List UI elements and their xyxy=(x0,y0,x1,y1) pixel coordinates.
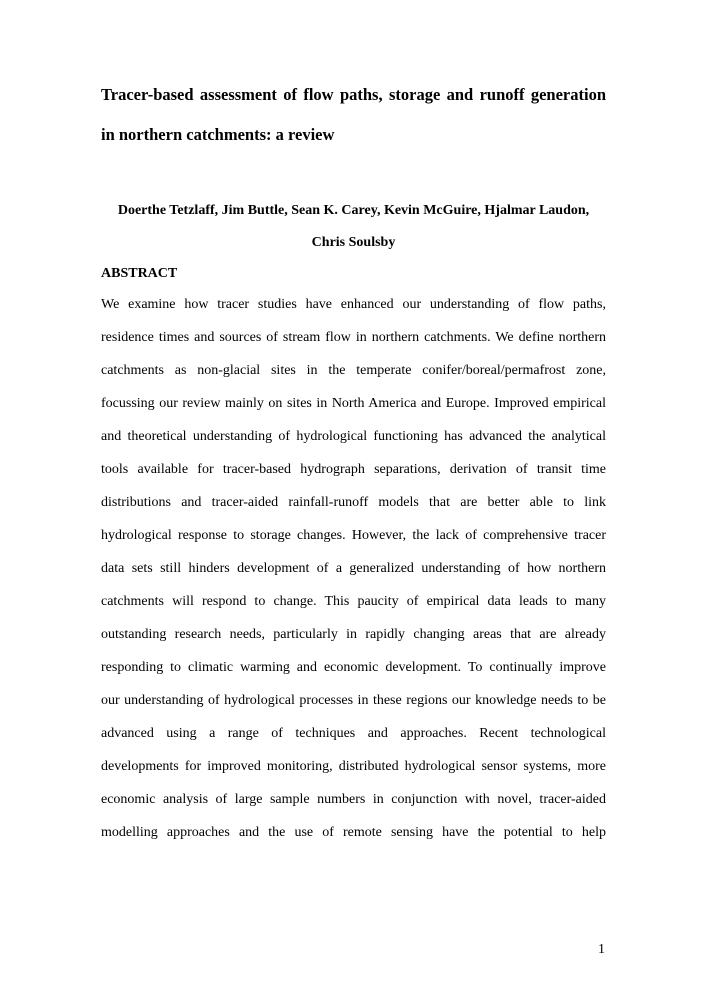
abstract-line: developments for improved monitoring, distributed hydrological sensor systems, more xyxy=(101,759,606,774)
abstract-line: responding to climatic warming and economic development. To continually improve xyxy=(101,660,606,675)
abstract-line: catchments will respond to change. This paucity of empirical data leads to many xyxy=(101,594,606,609)
abstract-line: residence times and sources of stream flow in northern catchments. We define northern xyxy=(101,330,606,345)
abstract-line: data sets still hinders development of a generalized understanding of how northern xyxy=(101,561,606,576)
abstract-line: hydrological response to storage changes. However, the lack of comprehensive tracer xyxy=(101,528,606,543)
author-list-line-1: Doerthe Tetzlaff, Jim Buttle, Sean K. Carey, Kevin McGuire, Hjalmar Laudon, xyxy=(117,203,590,218)
abstract-line: modelling approaches and the use of remote sensing have the potential to help xyxy=(101,825,606,840)
abstract-line: outstanding research needs, particularly in rapidly changing areas that are already xyxy=(101,627,606,642)
abstract-line: our understanding of hydrological processes in these regions our knowledge needs to be xyxy=(101,693,606,708)
abstract-line: catchments as non-glacial sites in the temperate conifer/boreal/permafrost zone, xyxy=(101,363,606,378)
abstract-line: tools available for tracer-based hydrograph separations, derivation of transit time xyxy=(101,462,606,477)
author-list-line-2: Chris Soulsby xyxy=(311,235,396,250)
page-number: 1 xyxy=(598,942,605,957)
paper-title-line-2: in northern catchments: a review xyxy=(101,125,335,144)
abstract-line: distributions and tracer-aided rainfall-runoff models that are better able to link xyxy=(101,495,606,510)
abstract-line: We examine how tracer studies have enhanced our understanding of flow paths, xyxy=(101,297,606,312)
paper-title-line-1: Tracer-based assessment of flow paths, storage and runoff generation xyxy=(101,85,606,104)
abstract-heading: ABSTRACT xyxy=(101,266,178,281)
abstract-line: focussing our review mainly on sites in North America and Europe. Improved empirical xyxy=(101,396,606,411)
abstract-line: advanced using a range of techniques and approaches. Recent technological xyxy=(101,726,606,741)
abstract-line: economic analysis of large sample numbers in conjunction with novel, tracer-aided xyxy=(101,792,606,807)
abstract-line: and theoretical understanding of hydrological functioning has advanced the analytical xyxy=(101,429,606,444)
